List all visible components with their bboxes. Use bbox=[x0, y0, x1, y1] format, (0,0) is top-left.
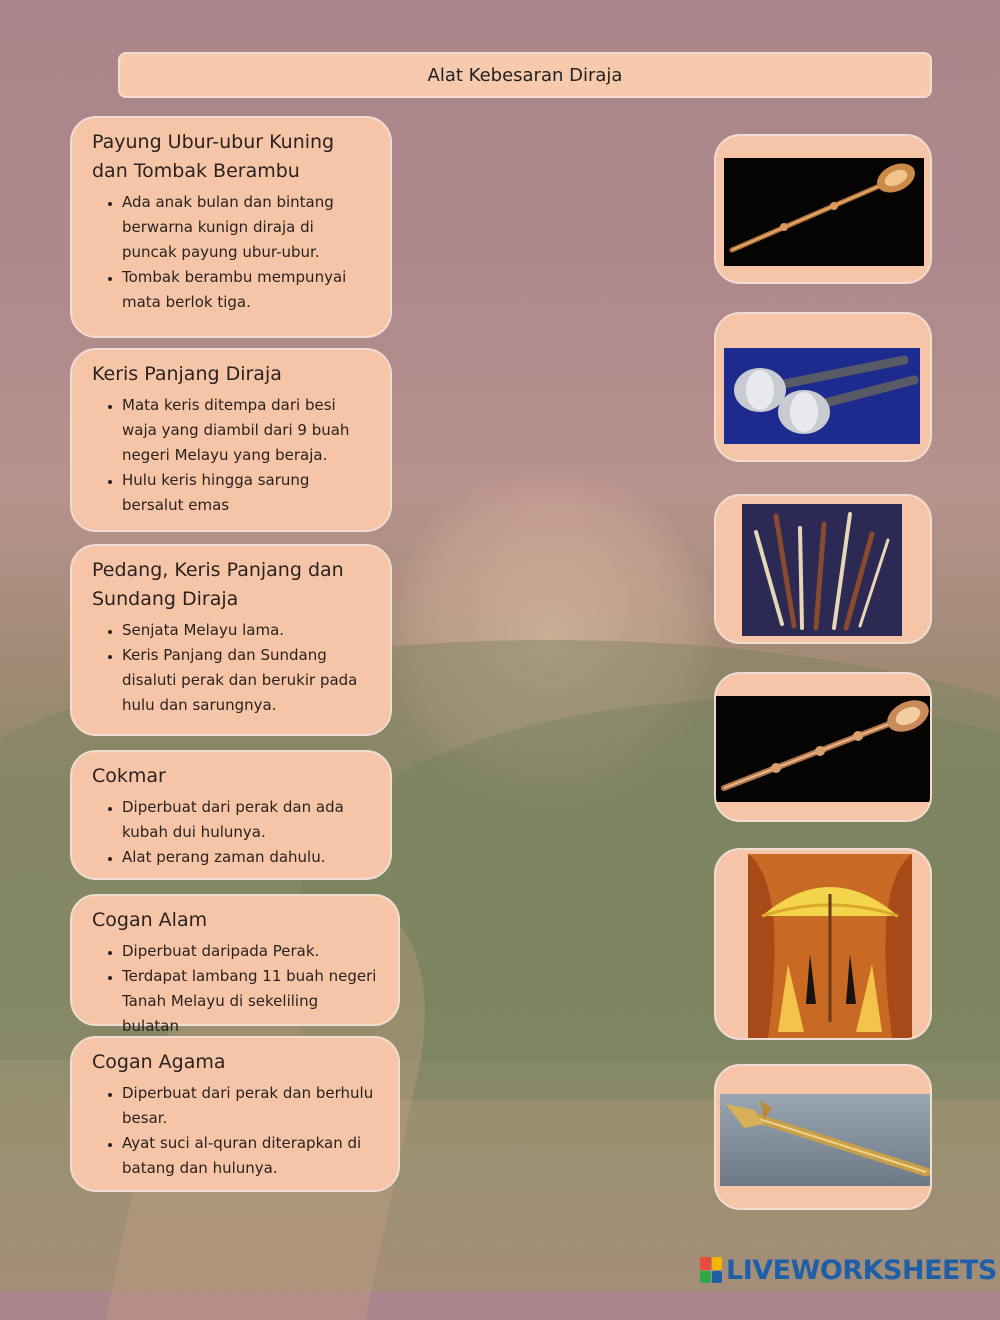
image-card-2[interactable] bbox=[714, 312, 932, 462]
list-item: • Mata keris ditempa dari besi waja yang diambil dari 9 buah negeri Melayu yang beraja. bbox=[122, 393, 370, 468]
liveworksheets-logo[interactable] bbox=[700, 1256, 997, 1284]
card-title: Cokmar bbox=[92, 765, 166, 787]
liveworksheets-badge-icon bbox=[700, 1257, 722, 1283]
image-card-1[interactable] bbox=[714, 134, 932, 284]
card-cogan-agama bbox=[70, 1036, 400, 1192]
card-payung bbox=[70, 116, 392, 338]
silver-maces-image bbox=[724, 348, 920, 444]
list-item: • Alat perang zaman dahulu. bbox=[122, 845, 370, 870]
bullet-list bbox=[92, 393, 370, 518]
golden-keris-image bbox=[720, 1094, 930, 1186]
list-item: • Tombak berambu mempunyai mata berlok tiga. bbox=[122, 265, 370, 315]
list-item: • Ada anak bulan dan bintang berwarna kunign diraja di puncak payung ubur-ubur. bbox=[122, 190, 370, 265]
card-title: Pedang, Keris Panjang dan Sundang Diraja bbox=[92, 559, 344, 610]
bullet-list bbox=[92, 618, 370, 718]
ornate-cokmar-image bbox=[716, 696, 932, 802]
image-card-4[interactable] bbox=[714, 672, 932, 822]
list-item: • Senjata Melayu lama. bbox=[122, 618, 370, 643]
golden-scepter-image bbox=[724, 158, 924, 266]
list-item: • Diperbuat dari perak dan berhulu besar. bbox=[122, 1081, 378, 1131]
list-item: • Diperbuat dari perak dan ada kubah dui hulunya. bbox=[122, 795, 370, 845]
card-keris-panjang bbox=[70, 348, 392, 532]
card-title: Keris Panjang Diraja bbox=[92, 363, 282, 385]
list-item: • Ayat suci al-quran diterapkan di batang dan hulunya. bbox=[122, 1131, 378, 1181]
image-card-3[interactable] bbox=[714, 494, 932, 644]
keris-collection-image bbox=[742, 504, 902, 636]
card-title: Cogan Agama bbox=[92, 1051, 226, 1073]
logo-text: LIVEWORKSHEETS bbox=[726, 1254, 997, 1286]
card-cokmar bbox=[70, 750, 392, 880]
list-item: • Terdapat lambang 11 buah negeri Tanah Melayu di sekeliling bulatan bbox=[122, 964, 378, 1039]
list-item: • Keris Panjang dan Sundang disaluti perak dan berukir pada hulu dan sarungnya. bbox=[122, 643, 370, 718]
card-pedang bbox=[70, 544, 392, 736]
card-cogan-alam bbox=[70, 894, 400, 1035]
yellow-royal-umbrella-image bbox=[748, 854, 912, 1038]
sun-glow bbox=[380, 470, 720, 810]
bullet-list bbox=[92, 190, 370, 315]
card-title: Payung Ubur-ubur Kuning dan Tombak Berambu bbox=[92, 131, 335, 182]
bullet-list bbox=[92, 795, 370, 870]
image-card-6[interactable] bbox=[714, 1064, 932, 1210]
card-title: Cogan Alam bbox=[92, 909, 208, 931]
page-title: Alat Kebesaran Diraja bbox=[118, 52, 932, 98]
bullet-list bbox=[92, 939, 378, 1039]
bullet-list bbox=[92, 1081, 378, 1181]
image-card-5[interactable] bbox=[714, 848, 932, 1040]
list-item: • Hulu keris hingga sarung bersalut emas bbox=[122, 468, 370, 518]
list-item: • Diperbuat daripada Perak. bbox=[122, 939, 378, 964]
